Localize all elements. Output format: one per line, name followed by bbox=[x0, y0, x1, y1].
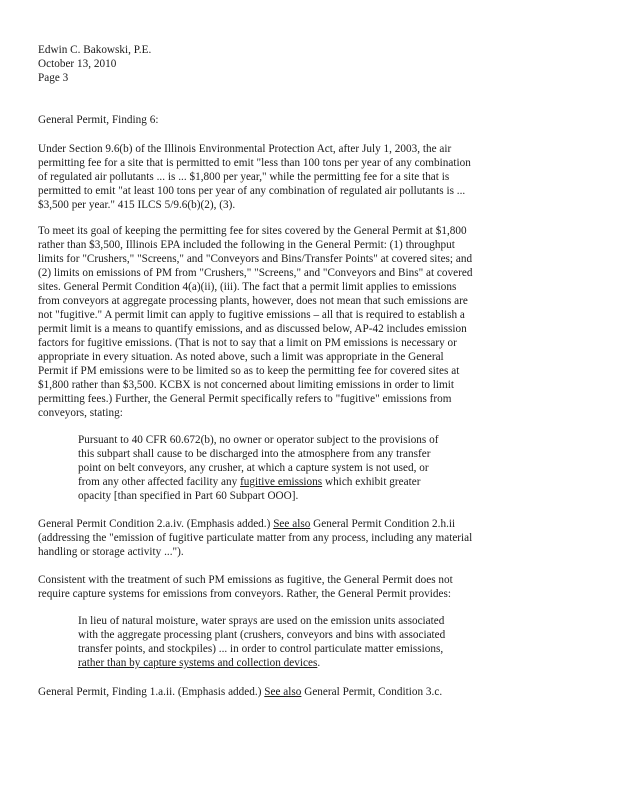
para2-line: not "fugitive." A permit limit can apply to fugitive emissions – all that is required to establish a bbox=[38, 309, 465, 321]
quote1-line: this subpart shall cause to be discharged into the atmosphere from any transfer bbox=[78, 448, 431, 460]
para2-line: from conveyors at aggregate processing plants, however, does not mean that such emissions are bbox=[38, 295, 468, 307]
para1-line: permitted to emit "at least 100 tons per year of any combination of regulated air pollutants is ... bbox=[38, 185, 466, 197]
para5-line bbox=[38, 686, 442, 699]
para3-line bbox=[38, 518, 455, 531]
citation-text: General Permit, Condition 3.c. bbox=[301, 686, 443, 698]
quote1-text: from any other affected facility any bbox=[78, 476, 241, 488]
section-heading: General Permit, Finding 6: bbox=[38, 114, 159, 126]
para3-line: (addressing the "emission of fugitive particulate matter from any process, including any material bbox=[38, 532, 473, 544]
para4-line: Consistent with the treatment of such PM emissions as fugitive, the General Permit does not bbox=[38, 574, 453, 586]
quote2-line: transfer points, and stockpiles) ... in order to control particulate matter emissions, bbox=[78, 643, 444, 655]
citation-text: General Permit Condition 2.a.iv. (Emphasis added.) bbox=[38, 518, 274, 530]
see-also-signal: See also bbox=[264, 686, 302, 698]
para2-line: appropriate in every situation. As noted above, such a limit was appropriate in the General bbox=[38, 351, 444, 363]
see-also-signal: See also bbox=[273, 518, 311, 530]
para2-line: sites. General Permit Condition 4(a)(ii), (iii). The fact that a permit limit applies to emissions bbox=[38, 281, 457, 293]
emphasis-underline: fugitive emissions bbox=[240, 476, 323, 488]
citation-text: General Permit, Finding 1.a.ii. (Emphasis added.) bbox=[38, 686, 265, 698]
para2-line: factors for fugitive emissions. (That is not to say that a limit on PM emissions is necessary or bbox=[38, 337, 457, 349]
para4-line: require capture systems for emissions from conveyors. Rather, the General Permit provides: bbox=[38, 588, 451, 600]
quote2-text: . bbox=[317, 657, 321, 669]
para1-line: permitting fee for a site that is permitted to emit "less than 100 tons per year of any combination bbox=[38, 157, 471, 169]
quote2-line: In lieu of natural moisture, water sprays are used on the emission units associated bbox=[78, 615, 445, 627]
para1-line: of regulated air pollutants ... is ... $1,800 per year," while the permitting fee for a site that is bbox=[38, 171, 450, 183]
quote2-line bbox=[78, 657, 320, 670]
quote1-text: which exhibit greater bbox=[322, 476, 421, 488]
page-number: Page 3 bbox=[38, 72, 69, 84]
para2-line: conveyors, stating: bbox=[38, 407, 123, 419]
quote1-line: point on belt conveyors, any crusher, at which a capture system is not used, or bbox=[78, 462, 429, 474]
para2-line: rather than $3,500, Illinois EPA included the following in the General Permit: (1) throughput bbox=[38, 239, 455, 251]
para1-line: Under Section 9.6(b) of the Illinois Environmental Protection Act, after July 1, 2003, the air bbox=[38, 143, 452, 155]
para2-line: Permit if PM emissions were to be limited so as to keep the permitting fee for covered sites at bbox=[38, 365, 460, 377]
quote1-line: Pursuant to 40 CFR 60.672(b), no owner or operator subject to the provisions of bbox=[78, 434, 439, 446]
recipient-name: Edwin C. Bakowski, P.E. bbox=[38, 44, 152, 56]
letter-date: October 13, 2010 bbox=[38, 58, 117, 70]
para1-line: $3,500 per year." 415 ILCS 5/9.6(b)(2), (3). bbox=[38, 199, 236, 211]
para2-line: To meet its goal of keeping the permitting fee for sites covered by the General Permit at $1,800 bbox=[38, 225, 467, 237]
para2-line: (2) limits on emissions of PM from "Crushers," "Screens," and "Conveyors and Bins" at covered bbox=[38, 267, 473, 279]
citation-text: General Permit Condition 2.h.ii bbox=[310, 518, 456, 530]
quote1-line bbox=[78, 476, 420, 489]
emphasis-underline: rather than by capture systems and collection devices bbox=[78, 657, 318, 669]
para2-line: permit limit is a means to quantify emissions, and as discussed below, AP-42 includes emission bbox=[38, 323, 467, 335]
para2-line: permitting fees.) Further, the General Permit specifically refers to "fugitive" emissions from bbox=[38, 393, 452, 405]
quote1-line: opacity [than specified in Part 60 Subpart OOO]. bbox=[78, 490, 299, 502]
para2-line: limits for "Crushers," "Screens," and "Conveyors and Bins/Transfer Points" at covered sites; and bbox=[38, 253, 473, 265]
para3-line: handling or storage activity ..."). bbox=[38, 546, 184, 558]
para2-line: $1,800 rather than $3,500. KCBX is not concerned about limiting emissions in order to limit bbox=[38, 379, 455, 391]
quote2-line: with the aggregate processing plant (crushers, conveyors and bins with associated bbox=[78, 629, 446, 641]
